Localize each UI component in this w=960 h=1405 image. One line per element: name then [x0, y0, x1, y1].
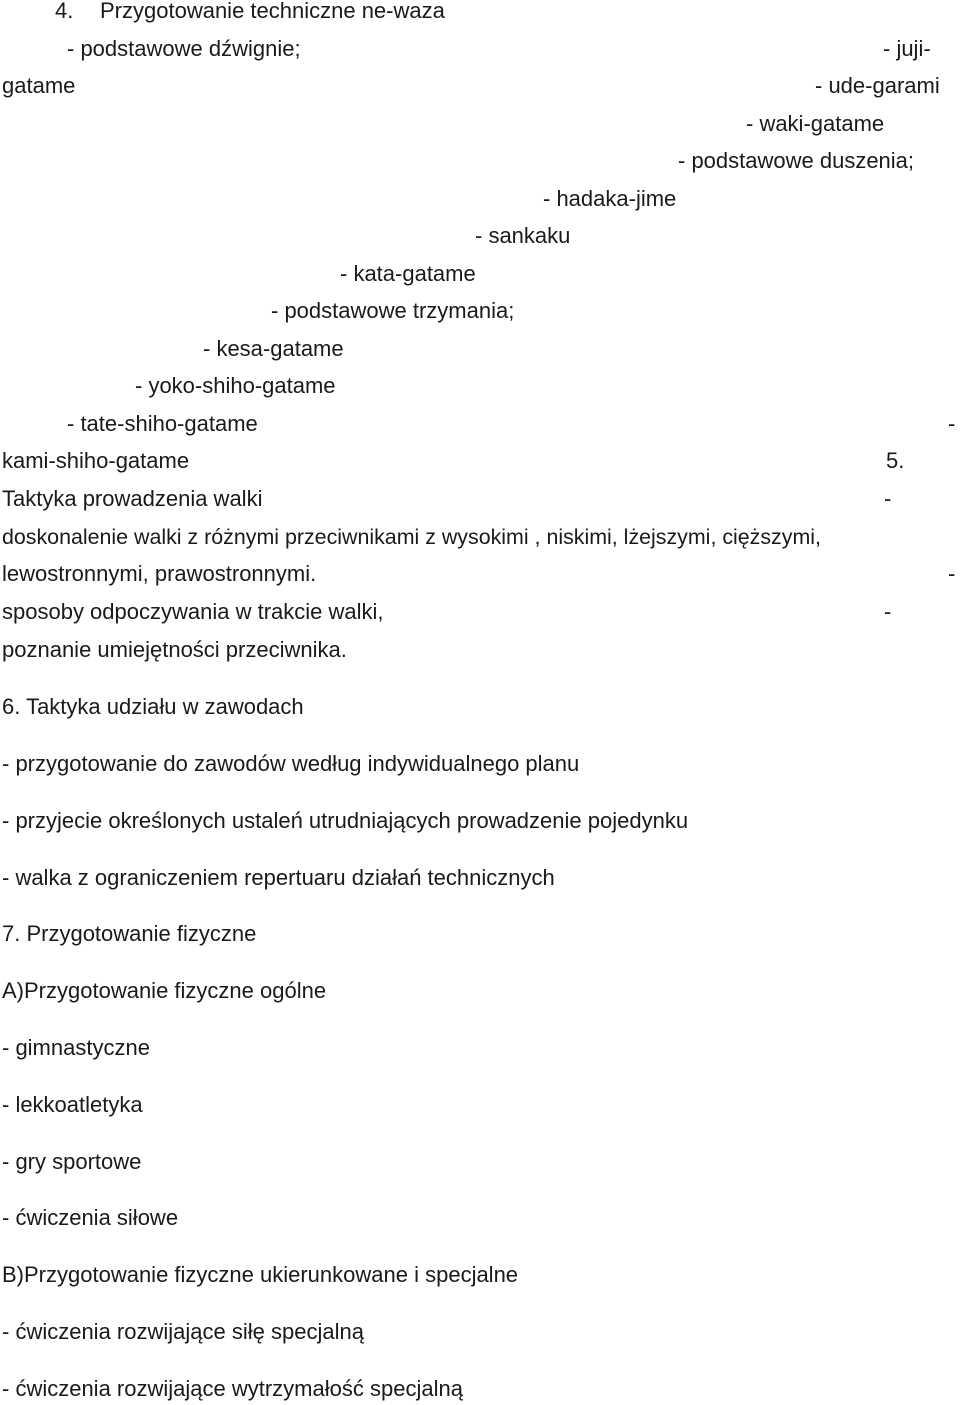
section6-title: 6. Taktyka udziału w zawodach	[2, 694, 304, 719]
list-item: - juji-	[883, 36, 931, 61]
list-item: - ude-garami	[815, 73, 940, 98]
list-item: - przyjecie określonych ustaleń utrudniających prowadzenie pojedynku	[2, 808, 689, 833]
list-item: sposoby odpoczywania w trakcie walki,	[2, 599, 384, 624]
list-item: -	[884, 599, 892, 624]
section7a-title: A)Przygotowanie fizyczne ogólne	[2, 978, 327, 1003]
list-item: -	[884, 486, 892, 511]
list-item: - podstawowe dźwignie;	[67, 36, 301, 61]
list-item: poznanie umiejętności przeciwnika.	[2, 637, 347, 662]
list-item: doskonalenie walki z różnymi przeciwnikami z wysokimi , niskimi, lżejszymi, cięższymi,	[2, 525, 821, 549]
list-item: - ćwiczenia rozwijające siłę specjalną	[2, 1319, 364, 1344]
list-item: lewostronnymi, prawostronnymi.	[2, 561, 317, 586]
list-item: - kesa-gatame	[203, 336, 344, 361]
list-item: -	[948, 411, 956, 436]
list-item: - podstawowe trzymania;	[271, 298, 515, 323]
list-item: - podstawowe duszenia;	[678, 148, 915, 173]
list-item: - waki-gatame	[746, 111, 885, 136]
list-item: - gimnastyczne	[2, 1035, 150, 1060]
list-item: - kata-gatame	[340, 261, 476, 286]
list-item: - yoko-shiho-gatame	[135, 373, 336, 398]
list-item: - przygotowanie do zawodów według indywidualnego planu	[2, 751, 580, 776]
list-item: - ćwiczenia rozwijające wytrzymałość specjalną	[2, 1376, 463, 1401]
list-item: - walka z ograniczeniem repertuaru działań technicznych	[2, 865, 555, 890]
list-item: kami-shiho-gatame	[2, 448, 190, 473]
section5-title: Taktyka prowadzenia walki	[2, 486, 263, 511]
list-item: - sankaku	[475, 223, 571, 248]
section5-number: 5.	[886, 448, 905, 473]
list-item: - ćwiczenia siłowe	[2, 1205, 179, 1230]
section7-title: 7. Przygotowanie fizyczne	[2, 921, 257, 946]
list-item: - tate-shiho-gatame	[67, 411, 258, 436]
section4-title: Przygotowanie techniczne ne-waza	[100, 0, 445, 23]
list-item: - gry sportowe	[2, 1149, 142, 1174]
section7b-title: B)Przygotowanie fizyczne ukierunkowane i specjalne	[2, 1262, 519, 1287]
section4-number: 4.	[55, 0, 74, 23]
list-item: -	[948, 561, 956, 586]
list-item: gatame	[2, 73, 76, 98]
list-item: - hadaka-jime	[543, 186, 677, 211]
list-item: - lekkoatletyka	[2, 1092, 143, 1117]
